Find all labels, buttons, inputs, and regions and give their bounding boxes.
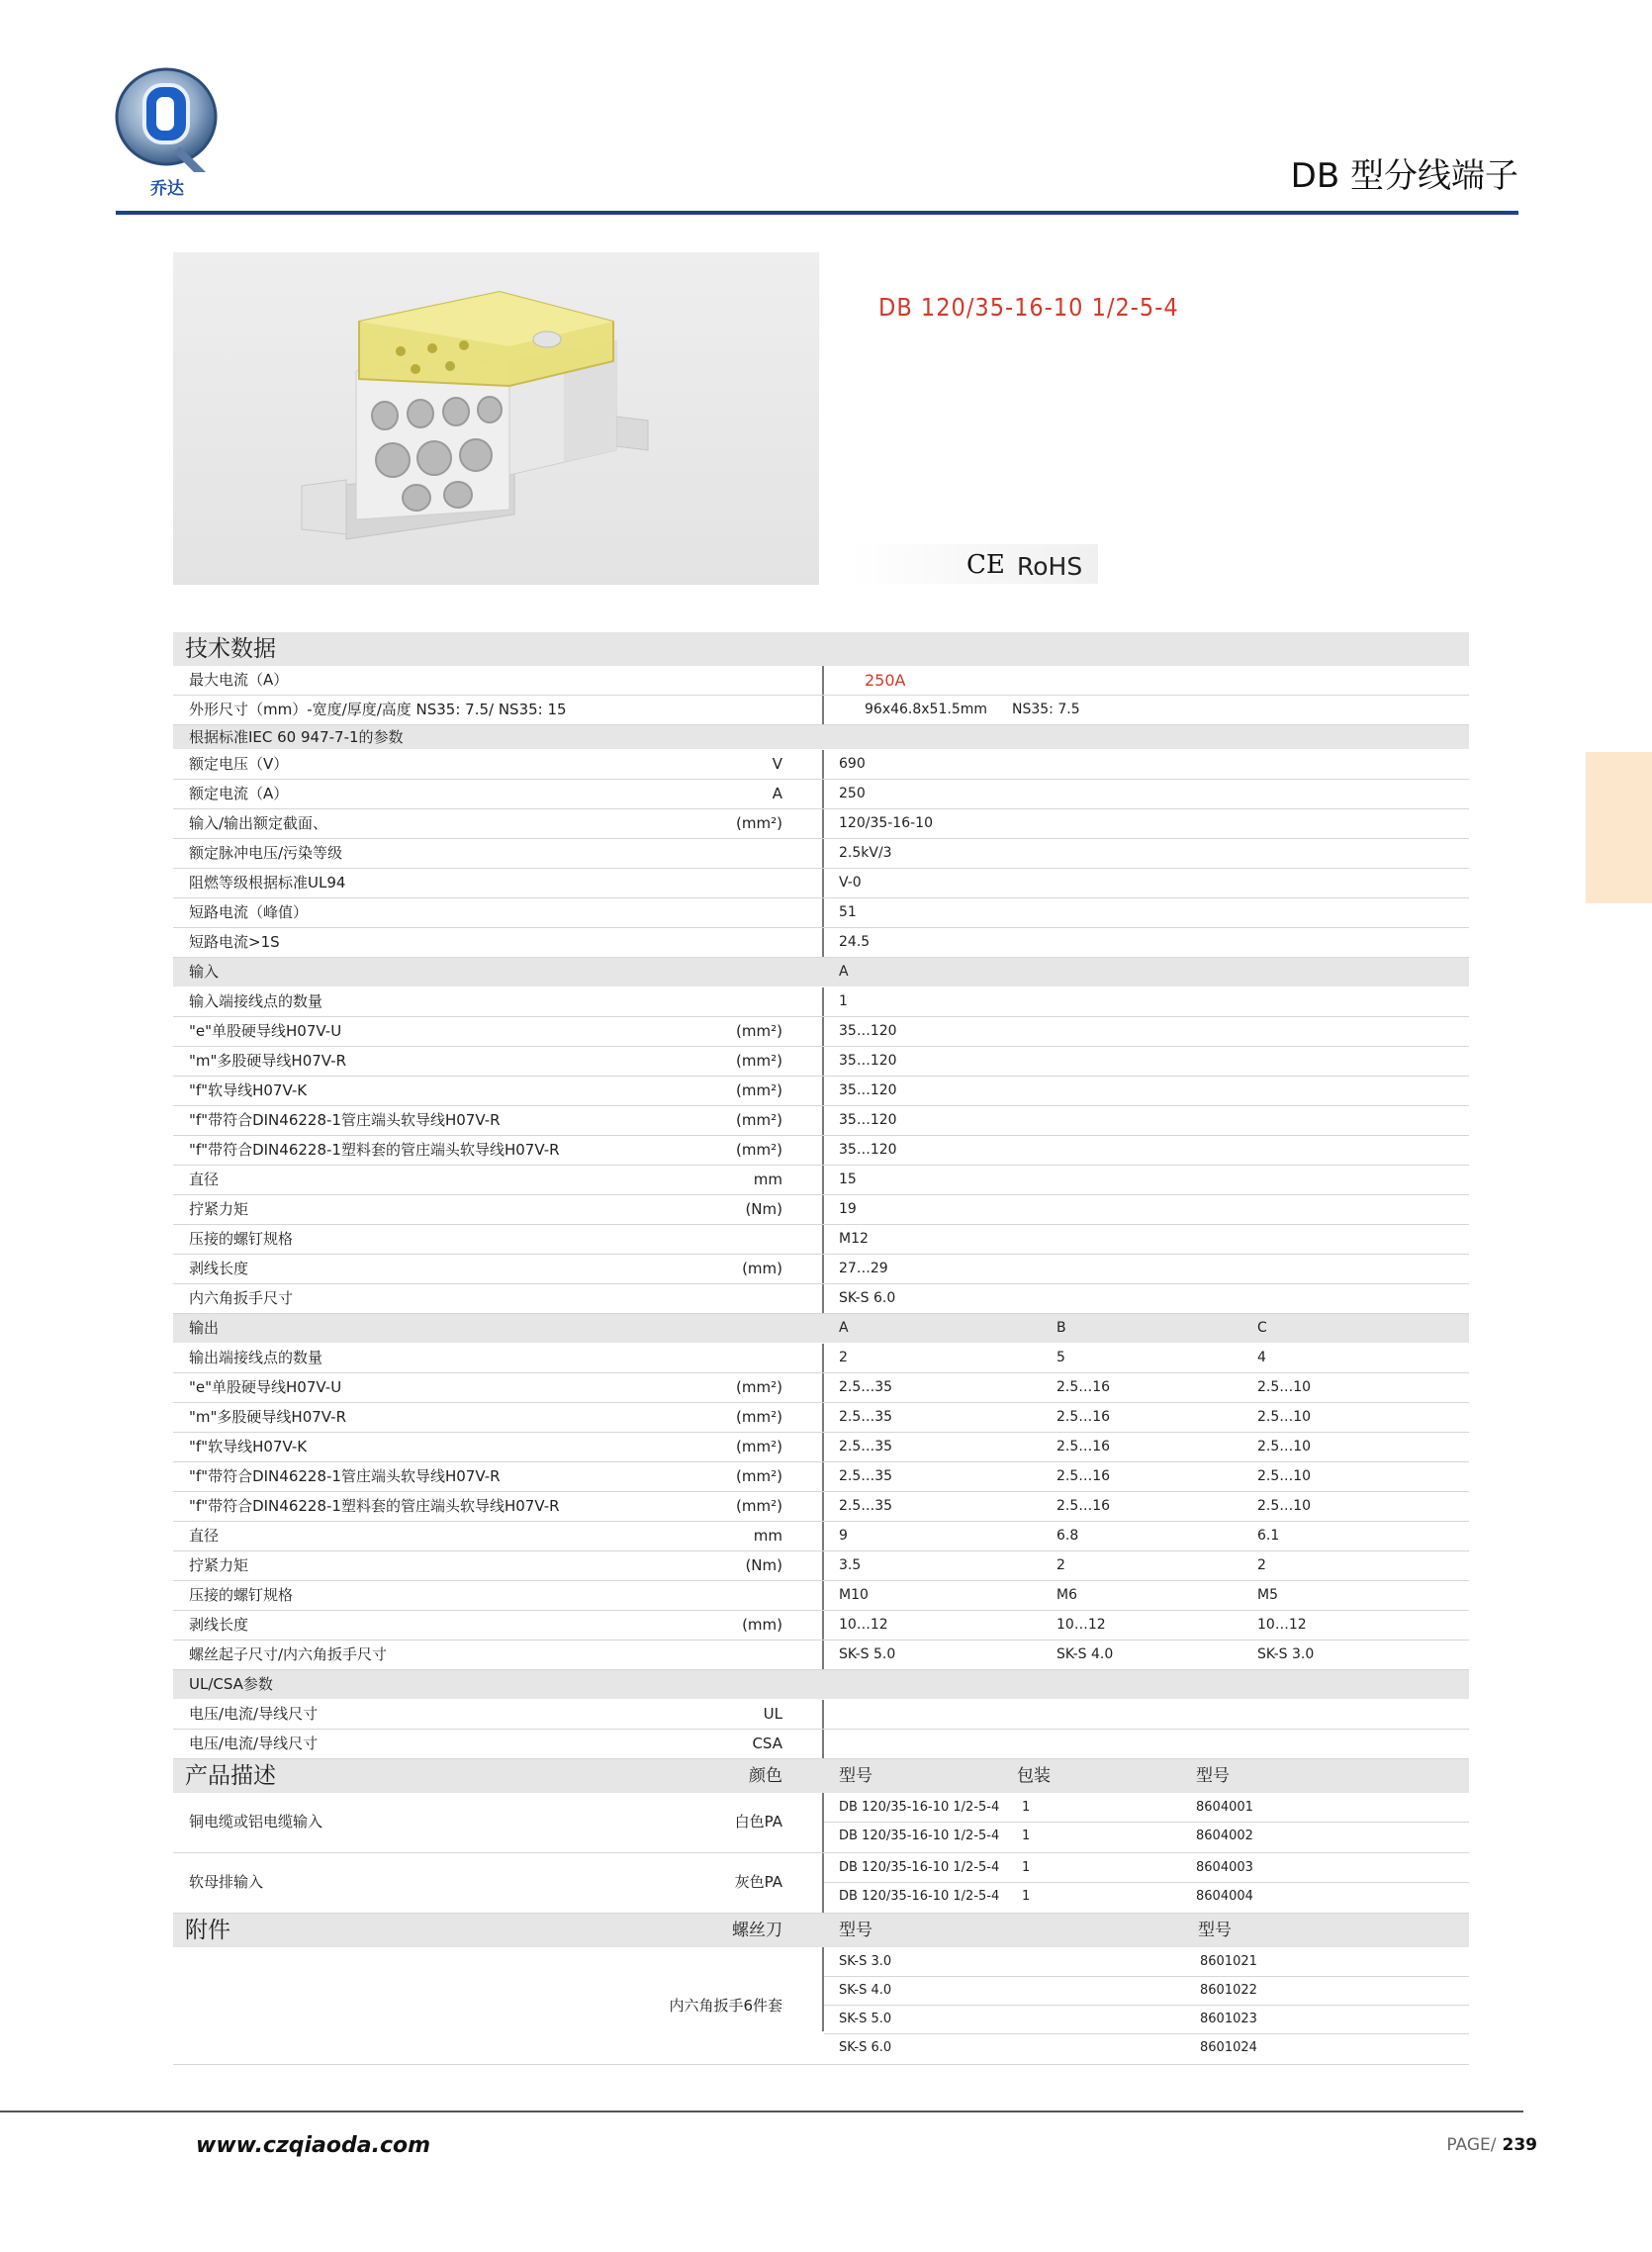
row-label: "f"软导线H07V-K	[189, 1438, 308, 1455]
row-value: 2.5kV/3	[839, 845, 892, 861]
value-c: 2.5…10	[1257, 1439, 1312, 1454]
value-b: SK-S 4.0	[1056, 1646, 1114, 1662]
row-value: 250A	[865, 671, 906, 690]
table-row	[824, 2033, 1469, 2062]
row-label: 直径	[189, 1527, 220, 1545]
row-label: 最大电流（A）	[189, 671, 289, 689]
value-c: 2.5…10	[1257, 1498, 1312, 1514]
table-row	[173, 1611, 1469, 1641]
row-unit: (Nm)	[745, 1200, 782, 1218]
row-unit: (mm)	[742, 1616, 782, 1634]
section-accessories	[173, 1914, 1469, 1947]
row-value: SK-S 6.0	[839, 1290, 896, 1306]
row-value-2: NS35: 7.5	[1012, 702, 1080, 717]
row-unit: mm	[753, 1527, 782, 1545]
row-unit: (mm²)	[736, 1497, 782, 1515]
row-value: 51	[839, 904, 857, 920]
value-c: M5	[1257, 1587, 1278, 1603]
column-head-a: A	[839, 964, 849, 980]
subsection-title: 输入	[189, 963, 220, 981]
row-label: 输出端接线点的数量	[189, 1349, 323, 1366]
subsection-iec	[173, 725, 1469, 750]
row-unit: mm	[753, 1171, 782, 1188]
row-value: 1	[839, 993, 848, 1009]
spec-table	[173, 632, 1469, 2065]
value-a: 2	[839, 1350, 848, 1365]
cell-code: 8604003	[1196, 1860, 1253, 1875]
table-row	[173, 750, 1469, 780]
product-group	[173, 1853, 1469, 1914]
row-unit: (mm)	[742, 1260, 782, 1277]
table-row	[173, 1373, 1469, 1403]
value-a: SK-S 5.0	[839, 1646, 896, 1662]
page-number	[1446, 2135, 1537, 2155]
row-unit: V	[772, 755, 782, 773]
table-row	[173, 1492, 1469, 1522]
row-value: 250	[839, 786, 866, 801]
model-heading: DB 120/35-16-10 1/2-5-4	[878, 293, 1179, 322]
value-b: 2	[1056, 1557, 1065, 1573]
table-row	[173, 1730, 1469, 1759]
cell-type: SK-S 5.0	[839, 2012, 892, 2026]
row-value: 35…120	[839, 1023, 897, 1039]
value-c: SK-S 3.0	[1257, 1646, 1315, 1662]
table-row	[173, 809, 1469, 839]
table-row	[173, 928, 1469, 958]
column-head-c: C	[1257, 1320, 1267, 1336]
value-b: 10…12	[1056, 1617, 1106, 1633]
row-value: V-0	[839, 875, 862, 891]
row-label: 输入/输出额定截面、	[189, 814, 328, 832]
ul-rows	[173, 1700, 1469, 1759]
pack-head: 包装	[1017, 1766, 1051, 1786]
cell-code: 8604004	[1196, 1889, 1253, 1904]
cell-type: SK-S 6.0	[839, 2040, 892, 2055]
value-b: 2.5…16	[1056, 1498, 1111, 1514]
value-a: M10	[839, 1587, 869, 1603]
section-title: 产品描述	[185, 1763, 276, 1789]
table-row	[173, 1136, 1469, 1166]
table-row	[824, 1947, 1469, 1977]
table-row	[173, 1077, 1469, 1106]
section-title: 技术数据	[185, 636, 276, 662]
row-label: "m"多股硬导线H07V-R	[189, 1408, 346, 1426]
row-label: "f"软导线H07V-K	[189, 1081, 308, 1099]
table-row	[824, 1793, 1469, 1823]
cell-code: 8601024	[1200, 2040, 1257, 2055]
row-value: 15	[839, 1172, 857, 1187]
side-tab	[1586, 752, 1652, 903]
subsection-output	[173, 1314, 1469, 1344]
row-label: 阻燃等级根据标准UL94	[189, 874, 346, 891]
row-label: 拧紧力矩	[189, 1556, 249, 1574]
value-b: 2.5…16	[1056, 1468, 1111, 1484]
row-label: 剥线长度	[189, 1260, 249, 1277]
row-label: "f"带符合DIN46228-1管庄端头软导线H07V-R	[189, 1467, 501, 1485]
table-row	[173, 666, 1469, 696]
section-tech-data	[173, 632, 1469, 666]
group-label: 软母排输入	[189, 1873, 264, 1891]
row-label: 压接的螺钉规格	[189, 1586, 294, 1604]
ce-mark: CE	[966, 550, 1005, 580]
table-row	[173, 1700, 1469, 1730]
subsection-input	[173, 958, 1469, 987]
row-value: 690	[839, 756, 866, 772]
certification-marks	[851, 544, 1098, 584]
row-unit: A	[772, 785, 782, 802]
code-head: 型号	[1196, 1766, 1230, 1786]
row-unit: (mm²)	[736, 1408, 782, 1426]
page-title: DB 型分线端子	[1290, 156, 1518, 196]
row-label: 内六角扳手尺寸	[189, 1289, 294, 1307]
value-b: M6	[1056, 1587, 1077, 1603]
row-value: 35…120	[839, 1082, 897, 1098]
row-label: 外形尺寸（mm）-宽度/厚度/高度 NS35: 7.5/ NS35: 15	[189, 701, 567, 718]
row-value: 120/35-16-10	[839, 815, 933, 831]
row-label: 拧紧力矩	[189, 1200, 249, 1218]
header-divider	[116, 211, 1518, 215]
cell-type: SK-S 3.0	[839, 1954, 892, 1969]
row-label: "f"带符合DIN46228-1管庄端头软导线H07V-R	[189, 1111, 501, 1129]
value-a: 3.5	[839, 1557, 862, 1573]
cell-code: 8601021	[1200, 1954, 1257, 1969]
row-label: "e"单股硬导线H07V-U	[189, 1022, 342, 1040]
value-c: 2.5…10	[1257, 1468, 1312, 1484]
row-value: 35…120	[839, 1112, 897, 1128]
table-row	[173, 898, 1469, 928]
table-row	[173, 987, 1469, 1017]
value-b: 2.5…16	[1056, 1409, 1111, 1425]
value-b: 2.5…16	[1056, 1439, 1111, 1454]
subsection-title: 根据标准IEC 60 947-7-1的参数	[189, 728, 404, 746]
value-c: 2.5…10	[1257, 1409, 1312, 1425]
rohs-mark: RoHS	[1017, 552, 1083, 581]
row-label: 输入端接线点的数量	[189, 992, 323, 1010]
input-rows	[173, 987, 1469, 1314]
subsection-title: 输出	[189, 1319, 220, 1337]
accessories-block	[173, 1947, 1469, 2065]
value-a: 2.5…35	[839, 1468, 893, 1484]
row-label: 压接的螺钉规格	[189, 1230, 294, 1248]
row-label: 电压/电流/导线尺寸	[189, 1705, 319, 1723]
table-row	[173, 1522, 1469, 1551]
table-row	[173, 1284, 1469, 1314]
column-head-a: A	[839, 1320, 849, 1336]
row-unit: (mm²)	[736, 1081, 782, 1099]
row-label: 螺丝起子尺寸/内六角扳手尺寸	[189, 1645, 388, 1663]
row-unit: (mm²)	[736, 1378, 782, 1396]
output-rows	[173, 1344, 1469, 1670]
group-color: 白色PA	[734, 1813, 782, 1830]
table-row	[173, 696, 1469, 725]
table-row	[173, 780, 1469, 809]
cell-code: 8604001	[1196, 1800, 1253, 1815]
cell-pack: 1	[1022, 1800, 1031, 1815]
row-unit: (mm²)	[736, 1438, 782, 1455]
row-unit: (mm²)	[736, 1467, 782, 1485]
table-row	[173, 839, 1469, 869]
table-row	[173, 1255, 1469, 1284]
row-unit: (Nm)	[745, 1556, 782, 1574]
row-unit: CSA	[752, 1735, 782, 1752]
table-row	[173, 1017, 1469, 1047]
row-unit: (mm²)	[736, 1052, 782, 1070]
accessory-label: 内六角扳手6件套	[669, 1997, 782, 2015]
value-a: 9	[839, 1528, 848, 1544]
row-value: M12	[839, 1231, 869, 1247]
row-unit: (mm²)	[736, 1141, 782, 1159]
value-a: 2.5…35	[839, 1498, 893, 1514]
section-product-desc	[173, 1759, 1469, 1793]
table-row	[173, 1551, 1469, 1581]
logo-text: 乔达	[150, 179, 184, 199]
row-unit: UL	[763, 1705, 782, 1723]
row-label: 额定脉冲电压/污染等级	[189, 844, 343, 862]
value-a: 2.5…35	[839, 1439, 893, 1454]
row-label: 额定电压（V）	[189, 755, 289, 773]
table-row	[173, 1195, 1469, 1225]
value-c: 10…12	[1257, 1617, 1307, 1633]
row-value: 27…29	[839, 1261, 888, 1276]
row-unit: (mm²)	[736, 1022, 782, 1040]
row-label: "e"单股硬导线H07V-U	[189, 1378, 342, 1396]
product-photo	[173, 252, 819, 585]
row-label: 电压/电流/导线尺寸	[189, 1735, 319, 1752]
table-row	[824, 2005, 1469, 2034]
company-logo	[111, 61, 222, 200]
cell-pack: 1	[1022, 1829, 1031, 1843]
table-row	[824, 1976, 1469, 2006]
table-row	[173, 1581, 1469, 1611]
table-row	[173, 1106, 1469, 1136]
row-label: "f"带符合DIN46228-1塑料套的管庄端头软导线H07V-R	[189, 1141, 560, 1159]
cell-code: 8604002	[1196, 1829, 1253, 1843]
value-c: 6.1	[1257, 1528, 1280, 1544]
row-label: "m"多股硬导线H07V-R	[189, 1052, 346, 1070]
table-row	[824, 1822, 1469, 1850]
table-row	[173, 869, 1469, 898]
group-color: 灰色PA	[734, 1873, 782, 1891]
table-row	[173, 1403, 1469, 1433]
page-value: 239	[1502, 2135, 1537, 2155]
row-label: 短路电流>1S	[189, 933, 280, 951]
value-b: 6.8	[1056, 1528, 1079, 1544]
row-label: 剥线长度	[189, 1616, 249, 1634]
table-row	[173, 1462, 1469, 1492]
cell-type: DB 120/35-16-10 1/2-5-4	[839, 1860, 1000, 1875]
cell-pack: 1	[1022, 1889, 1031, 1904]
row-value: 19	[839, 1201, 857, 1217]
cell-code: 8601023	[1200, 2012, 1257, 2026]
product-groups	[173, 1793, 1469, 1914]
cell-pack: 1	[1022, 1860, 1031, 1875]
table-row	[173, 1047, 1469, 1077]
value-a: 2.5…35	[839, 1409, 893, 1425]
cell-type: DB 120/35-16-10 1/2-5-4	[839, 1889, 1000, 1904]
product-group	[173, 1793, 1469, 1853]
footer-divider	[0, 2111, 1523, 2112]
table-row	[173, 1344, 1469, 1373]
cell-type: DB 120/35-16-10 1/2-5-4	[839, 1829, 1000, 1843]
website-link[interactable]: www.czqiaoda.com	[196, 2133, 431, 2158]
value-c: 4	[1257, 1350, 1266, 1365]
value-c: 2.5…10	[1257, 1379, 1312, 1395]
row-label: 额定电流（A）	[189, 785, 289, 802]
cell-type: DB 120/35-16-10 1/2-5-4	[839, 1800, 1000, 1815]
row-label: "f"带符合DIN46228-1塑料套的管庄端头软导线H07V-R	[189, 1497, 560, 1515]
cell-code: 8601022	[1200, 1983, 1257, 1998]
value-c: 2	[1257, 1557, 1266, 1573]
row-unit: (mm²)	[736, 1111, 782, 1129]
code-head: 型号	[1198, 1921, 1232, 1940]
section-title: 附件	[185, 1918, 230, 1943]
value-b: 5	[1056, 1350, 1065, 1365]
table-row	[824, 1882, 1469, 1911]
table-row	[173, 1166, 1469, 1195]
row-value: 35…120	[839, 1053, 897, 1069]
value-a: 10…12	[839, 1617, 888, 1633]
row-value: 96x46.8x51.5mm	[865, 702, 988, 717]
value-b: 2.5…16	[1056, 1379, 1111, 1395]
table-row	[824, 1853, 1469, 1883]
type-head: 型号	[839, 1921, 872, 1940]
page-label: PAGE/	[1446, 2135, 1497, 2155]
subsection-title: UL/CSA参数	[189, 1675, 273, 1693]
subsection-ul-csa	[173, 1670, 1469, 1700]
table-row	[173, 1641, 1469, 1670]
value-a: 2.5…35	[839, 1379, 893, 1395]
row-label: 短路电流（峰值）	[189, 903, 309, 921]
color-head: 颜色	[749, 1766, 782, 1786]
cell-type: SK-S 4.0	[839, 1983, 892, 1998]
table-row	[173, 1225, 1469, 1255]
iec-rows	[173, 750, 1469, 958]
row-label: 直径	[189, 1171, 220, 1188]
tool-head: 螺丝刀	[732, 1921, 782, 1940]
type-head: 型号	[839, 1766, 872, 1786]
table-row	[173, 1433, 1469, 1462]
row-value: 35…120	[839, 1142, 897, 1158]
group-label: 铜电缆或铝电缆输入	[189, 1813, 323, 1830]
row-unit: (mm²)	[736, 814, 782, 832]
row-value: 24.5	[839, 934, 871, 950]
column-head-b: B	[1056, 1320, 1066, 1336]
